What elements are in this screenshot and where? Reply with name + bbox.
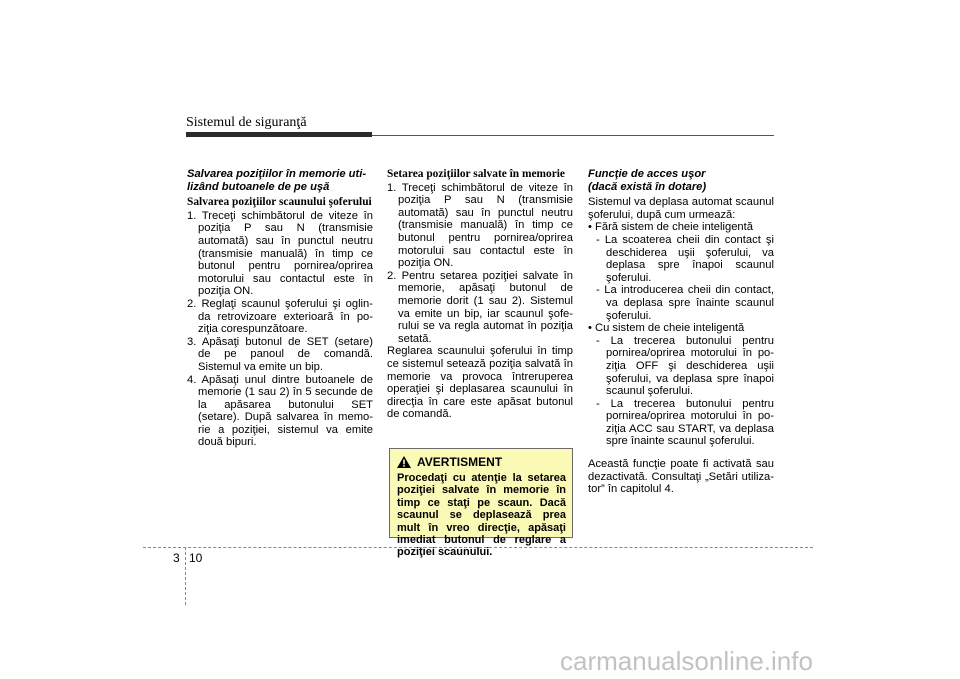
step-item: 4. Apăsaţi unul dintre butoanele de memorie (1 sau 2) în 5 secunde de la apăsarea butonului SET (setare). După salvarea în memo-rie a poziţiei, sistemul va emite două bipuri.	[187, 373, 373, 449]
dash-item: - La introducerea cheii din contact, va deplasa spre înainte scaunul şoferului.	[596, 284, 774, 322]
header-rule	[372, 135, 774, 136]
body-paragraph: Această funcţie poate fi activată sau dezactivată. Consultaţi „Setări utiliza-tor” în capitolul 4.	[588, 458, 774, 496]
step-item: 2. Pentru setarea poziţiei salvate în memorie, apăsaţi butonul de memorie dorit (1 sau 2). Sistemul va emite un bip, iar scaunul şofe-rului se va regla automat în poziţia setată.	[387, 269, 573, 345]
warning-text: Procedaţi cu atenţie la setarea poziţiei salvate în memorie în timp ce staţi pe scaun. Dacă scaunul se deplasează prea mult în vreo direcţie, apăsaţi imediat butonul de reglare a poziţiei scaunului.	[397, 472, 566, 559]
warning-title: AVERTISMENT	[417, 455, 503, 469]
section-heading-memory-door: Salvarea poziţiilor în memorie uti-lizând butoanele de pe uşă	[187, 168, 367, 193]
step-item: 1. Treceţi schimbătorul de viteze în poziţia P sau N (transmisie automată) sau în punctul neutru (transmisie manuală) în timp ce butonul pentru pornirea/oprirea motorului sau contactul este în poziţia ON.	[387, 181, 573, 270]
dash-item: - La trecerea butonului pentru pornirea/oprirea motorului în po-ziţia ACC sau START, va deplasa spre înainte scaunul şoferului.	[596, 397, 774, 448]
section-heading-easy-access: Funcţie de acces uşor	[588, 168, 706, 180]
subsection-heading-save: Salvarea poziţiilor scaunului şoferului	[187, 196, 372, 209]
column-2	[387, 168, 573, 421]
watermark: carmanualsonline.info	[560, 646, 813, 676]
body-paragraph: Sistemul va deplasa automat scaunul şoferului, după cum urmează:	[588, 196, 774, 221]
body-paragraph: Reglarea scaunului şoferului în timp ce sistemul setează poziţia salvată în memorie va provoca întreruperea operaţiei şi deplasarea scaunului în direcţia în care este apăsat butonul de comandă.	[387, 345, 573, 421]
bullet-item: • Fără sistem de cheie inteligentă	[588, 221, 753, 234]
warning-icon	[397, 456, 411, 468]
page-number: 10	[189, 551, 203, 565]
step-item: 3. Apăsaţi butonul de SET (setare) de pe panoul de comandă. Sistemul va emite un bip.	[187, 335, 373, 373]
column-3	[588, 168, 774, 496]
header-title: Sistemul de siguranţă	[186, 115, 307, 130]
header-bar	[186, 132, 372, 137]
step-item: 2. Reglaţi scaunul şoferului şi oglin-da retrovizoare exterioară în po-ziţia corespunzătoare.	[187, 297, 373, 336]
warning-header	[397, 455, 566, 469]
bullet-item: • Cu sistem de cheie inteligentă	[588, 322, 745, 335]
step-item: 1. Treceţi schimbătorul de viteze în poziţia P sau N (transmisie automată) sau în punctul neutru (transmisie manuală) în timp ce butonul pentru pornirea/oprirea motorului sau contactul este în poziţia ON.	[187, 209, 373, 298]
spacer	[588, 448, 774, 458]
warning-box	[389, 448, 573, 559]
chapter-number: 3	[173, 551, 180, 565]
section-heading-optional: (dacă există în dotare)	[588, 180, 707, 193]
footer-divider	[185, 547, 186, 605]
dash-item: - La scoaterea cheii din contact şi deschiderea uşii şoferului, va deplasa spre înapoi scaunul şoferului.	[596, 233, 774, 284]
column-1	[187, 168, 373, 449]
footer-rule	[143, 547, 813, 548]
subsection-heading-recall: Setarea poziţiilor salvate în memorie	[387, 168, 565, 180]
dash-item: - La trecerea butonului pentru pornirea/oprirea motorului în po-ziţia OFF şi deschiderea uşii şoferului, va deplasa spre înapoi scaunul şoferului.	[596, 334, 774, 398]
